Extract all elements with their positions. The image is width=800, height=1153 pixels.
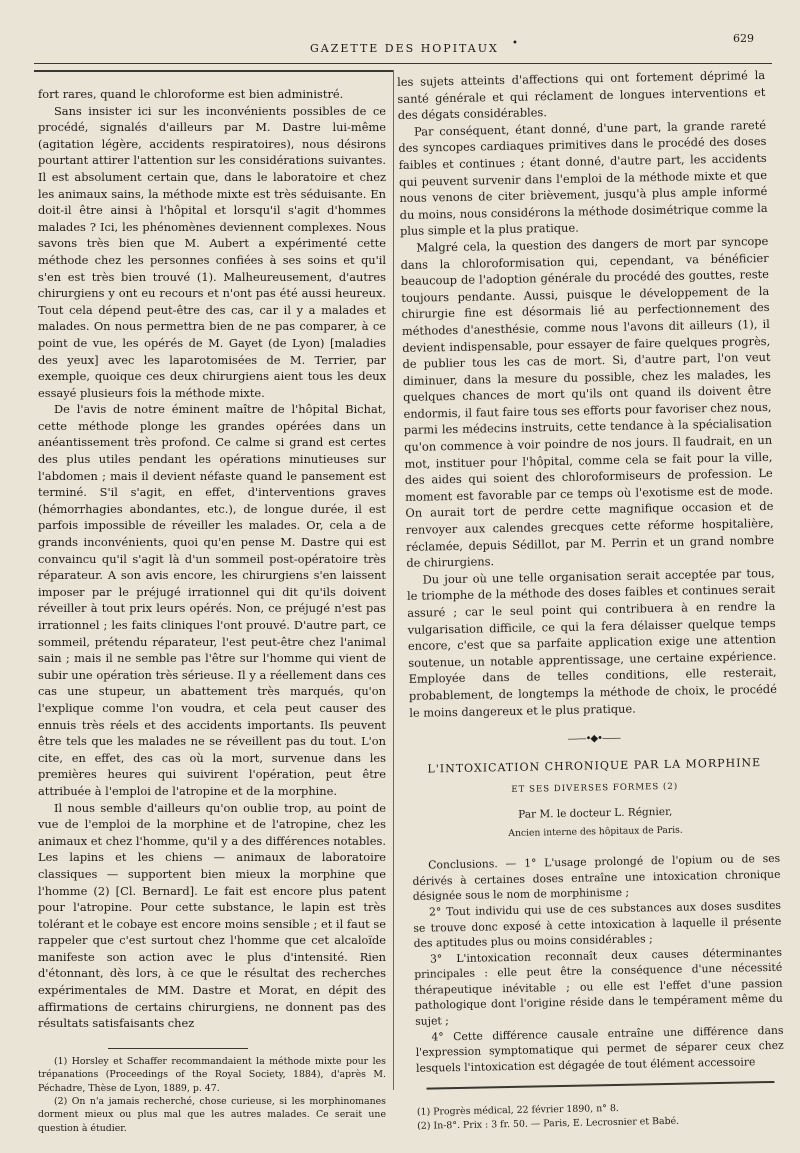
- footnote: (1) Progrès médical, 22 février 1890, n° 8.: [416, 1103, 619, 1119]
- column-divider: [393, 70, 394, 1090]
- header-rule-thick: [34, 70, 394, 72]
- conclusion-item: Conclusions. — 1° L'usage prolongé de l'opium ou de ses dérivés à certaines doses entraîne une intoxication chronique désignée sous le nom de morphinisme ;: [412, 851, 781, 904]
- paragraph: les sujets atteints d'affections qui ont fortement déprimé la santé générale et qui réclament de longues interventions et des dégats considérables.: [397, 67, 766, 123]
- page-number: 629: [733, 32, 754, 45]
- paragraph: Il nous semble d'ailleurs qu'on oublie trop, au point de vue de l'emploi de la morphine et de l'atropine, chez les animaux et chez l'homme, qu'il y a des différences notables. Les lapins et les chiens — animaux de laboratoire classiques — supportent bien mieux la morphine que l'homme (2) [Cl. Bernard]. Le fait est encore plus patent pour l'atropine. Pour cette substance, le lapin est très tolérant et le cobaye est encore moins sensible ; et il faut se rappeler que c'est surtout chez l'homme que cet alcaloïde manifeste son action avec le plus d'intensité. Rien d'étonnant, dès lors, à ce que le résultat des recherches expérimentales de MM. Dastre et Morat, en dépit des affirmations de certains chirurgiens, ne donnent pas des résultats satisfaisants chez: [38, 800, 386, 1031]
- running-title: GAZETTE DES HOPITAUX: [310, 42, 499, 55]
- paragraph: Du jour où une telle organisation serait acceptée par tous, le triomphe de la méthode des doses faibles et continues serait assuré ; car le seul point qui contribuera à en rendre la vulgarisation difficile, ce qui la fera délaisser quelque temps encore, c'est que sa parfaite application exige une attention soutenue, un notable apprentissage, une certaine expérience. Employée dans de telles conditions, elle resterait, probablement, de longtemps la méthode de choix, le procédé le moins dangereux et le plus pratique.: [406, 565, 778, 720]
- article-affiliation: Ancien interne des hôpitaux de Paris.: [508, 824, 683, 839]
- article-byline: Par M. le docteur L. Régnier,: [518, 805, 673, 821]
- conclusion-item: 3° L'intoxication reconnaît deux causes déterminantes principales : elle peut être la conséquence d'une nécessité thérapeutique inévitable ; ou elle est l'effet d'une passion pathologique dont l'origine réside dans le tempérament même du sujet ;: [414, 945, 783, 1028]
- paragraph: fort rares, quand le chloroforme est bien administré.: [38, 87, 344, 101]
- conclusion-item: 2° Tout individu qui use de ces substances aux doses susdites se trouve donc exposé à cette intoxication à laquelle il présente des aptitudes plus ou moins considérables ;: [413, 898, 782, 950]
- paragraph: Sans insister ici sur les inconvénients possibles de ce procédé, signalés d'ailleurs par M. Dastre lui-même (agitation légère, accidents respiratoires), nous désirons pourtant attirer l'attention sur les considérations suivantes. Il est absolument certain que, dans le laboratoire et chez les animaux sains, la méthode mixte est très séduisante. En doit-il être ainsi à l'hôpital et lorsqu'il s'agit d'hommes malades ? Ici, les phénomènes deviennent complexes. Nous savons très bien que M. Aubert a expérimenté cette méthode chez les personnes confiées à ses soins et qu'il s'en est très bien trouvé (1). Malheureusement, d'autres chirurgiens y ont eu recours et n'ont pas été aussi heureux. Tout cela dépend peut-être des cas, car il y a malades et malades. On nous permettra bien de ne pas comparer, à ce point de vue, les opérés de M. Gayet (de Lyon) [maladies des yeux] avec les laparotomisées de M. Terrier, par exemple, quoique ces deux chirurgiens aient tous les deux essayé plusieurs fois la méthode mixte.: [38, 103, 386, 400]
- header-dot: •: [512, 38, 518, 49]
- left-column: [38, 86, 386, 1135]
- right-column: [397, 67, 785, 1133]
- footnote-rule: [108, 1048, 248, 1049]
- paragraph: De l'avis de notre éminent maître de l'hôpital Bichat, cette méthode plonge les grandes opérées dans un anéantissement très profond. Ce calme si grand est certes des plus utiles pendant les opérations minutieuses sur l'abdomen ; mais il devient néfaste quand le pansement est terminé. S'il s'agit, en effet, d'interventions graves (hémorrhagies abondantes, etc.), de longue durée, il est parfois impossible de réveiller les malades. Or, cela a de grands inconvénients, quoi qu'en pense M. Dastre qui est convaincu qu'il s'agit là d'un sommeil post-opératoire très réparateur. A son avis encore, les chirurgiens s'en laissent imposer par le préjugé irrationnel qui dit qu'ils doivent réveiller à tout prix leurs opérés. Non, ce préjugé n'est pas irrationnel ; les faits cliniques l'ont prouvé. D'autre part, ce sommeil, prétendu réparateur, l'est peut-être chez l'animal sain ; mais il ne semble pas l'être sur l'homme qui vient de subir une opération très sérieuse. Il y a réellement dans ces cas une stupeur, un abattement très marqués, qu'on l'explique comme l'on voudra, et cela peut causer des ennuis très réels et des accidents importants. Ils peuvent être tels que les malades ne se réveillent pas du tout. L'on cite, en effet, des cas où la mort, survenue dans les premières heures qui suivirent l'opération, peut être attribuée à l'emploi de l'atropine et de la morphine.: [38, 402, 386, 798]
- header-rule: [34, 63, 772, 64]
- paragraph: Malgré cela, la question des dangers de mort par syncope dans la chloroformisation qui, cependant, va bénéficier beaucoup de l'adoption générale du procédé des gouttes, reste toujours pendante. Aussi, puisque le développement de la chirurgie fine est désormais lié au perfectionnement des méthodes d'anesthésie, comme nous l'avons dit ailleurs (1), il devient indispensable, pour essayer de faire quelques progrès, de publier tous les cas de mort. Si, d'autre part, l'on veut diminuer, dans la mesure du possible, chez les malades, les quelques chances de mort qu'ils ont quand ils doivent être endormis, il faut faire tous ses efforts pour favoriser chez nous, parmi les médecins instruits, cette tendance à la spécialisation qu'on commence à voir poindre de nos jours. Il faudrait, en un mot, instituer pour l'hôpital, comme cela se fait pour la ville, des aides qui soient des chloroformiseurs de profession. Le moment est favorable par ce temps où l'exotisme est de mode. On aurait tort de perdre cette magnifique occasion et de renvoyer aux calendes grecques cette réforme hospitalière, réclamée, depuis Sédillot, par M. Perrin et un grand nombre de chirurgiens.: [400, 233, 775, 571]
- footnote: (2) In-8°. Prix : 3 fr. 50. — Paris, E. Lecrosnier et Babé.: [417, 1115, 680, 1132]
- conclusion-item: 4° Cette différence causale entraîne une différence dans l'expression symptomatique qui permet de séparer ceux chez lesquels l'intoxication est dégagée de tout élément accessoire: [415, 1023, 784, 1075]
- footnote: (2) On n'a jamais recherché, chose curieuse, si les morphinomanes dorment mieux ou plus mal que les autres malades. Ce serait une question à étudier.: [38, 1096, 386, 1134]
- footnote: (1) Horsley et Schaffer recommandaient la méthode mixte pour les trépanations (Proceedings of the Royal Society, 1884), d'après M. Péchadre, Thèse de Lyon, 1889, p. 47.: [38, 1055, 386, 1094]
- running-head: [0, 32, 800, 58]
- article-title: L'INTOXICATION CHRONIQUE PAR LA MORPHINE: [427, 755, 762, 776]
- ornament-divider: ——•◆•——: [567, 732, 621, 746]
- article-subtitle: ET SES DIVERSES FORMES (2): [511, 782, 679, 796]
- footnote-rule: [426, 1081, 774, 1090]
- paragraph: Par conséquent, étant donné, d'une part, la grande rareté des syncopes cardiaques primitives dans le procédé des doses faibles et continues ; étant donné, d'autre part, les accidents qui peuvent survenir dans l'emploi de la méthode mixte et que nous venons de citer brièvement, jusqu'à plus ample informé du moins, nous considérons la méthode dosimétrique comme la plus simple et la plus pratique.: [398, 117, 768, 239]
